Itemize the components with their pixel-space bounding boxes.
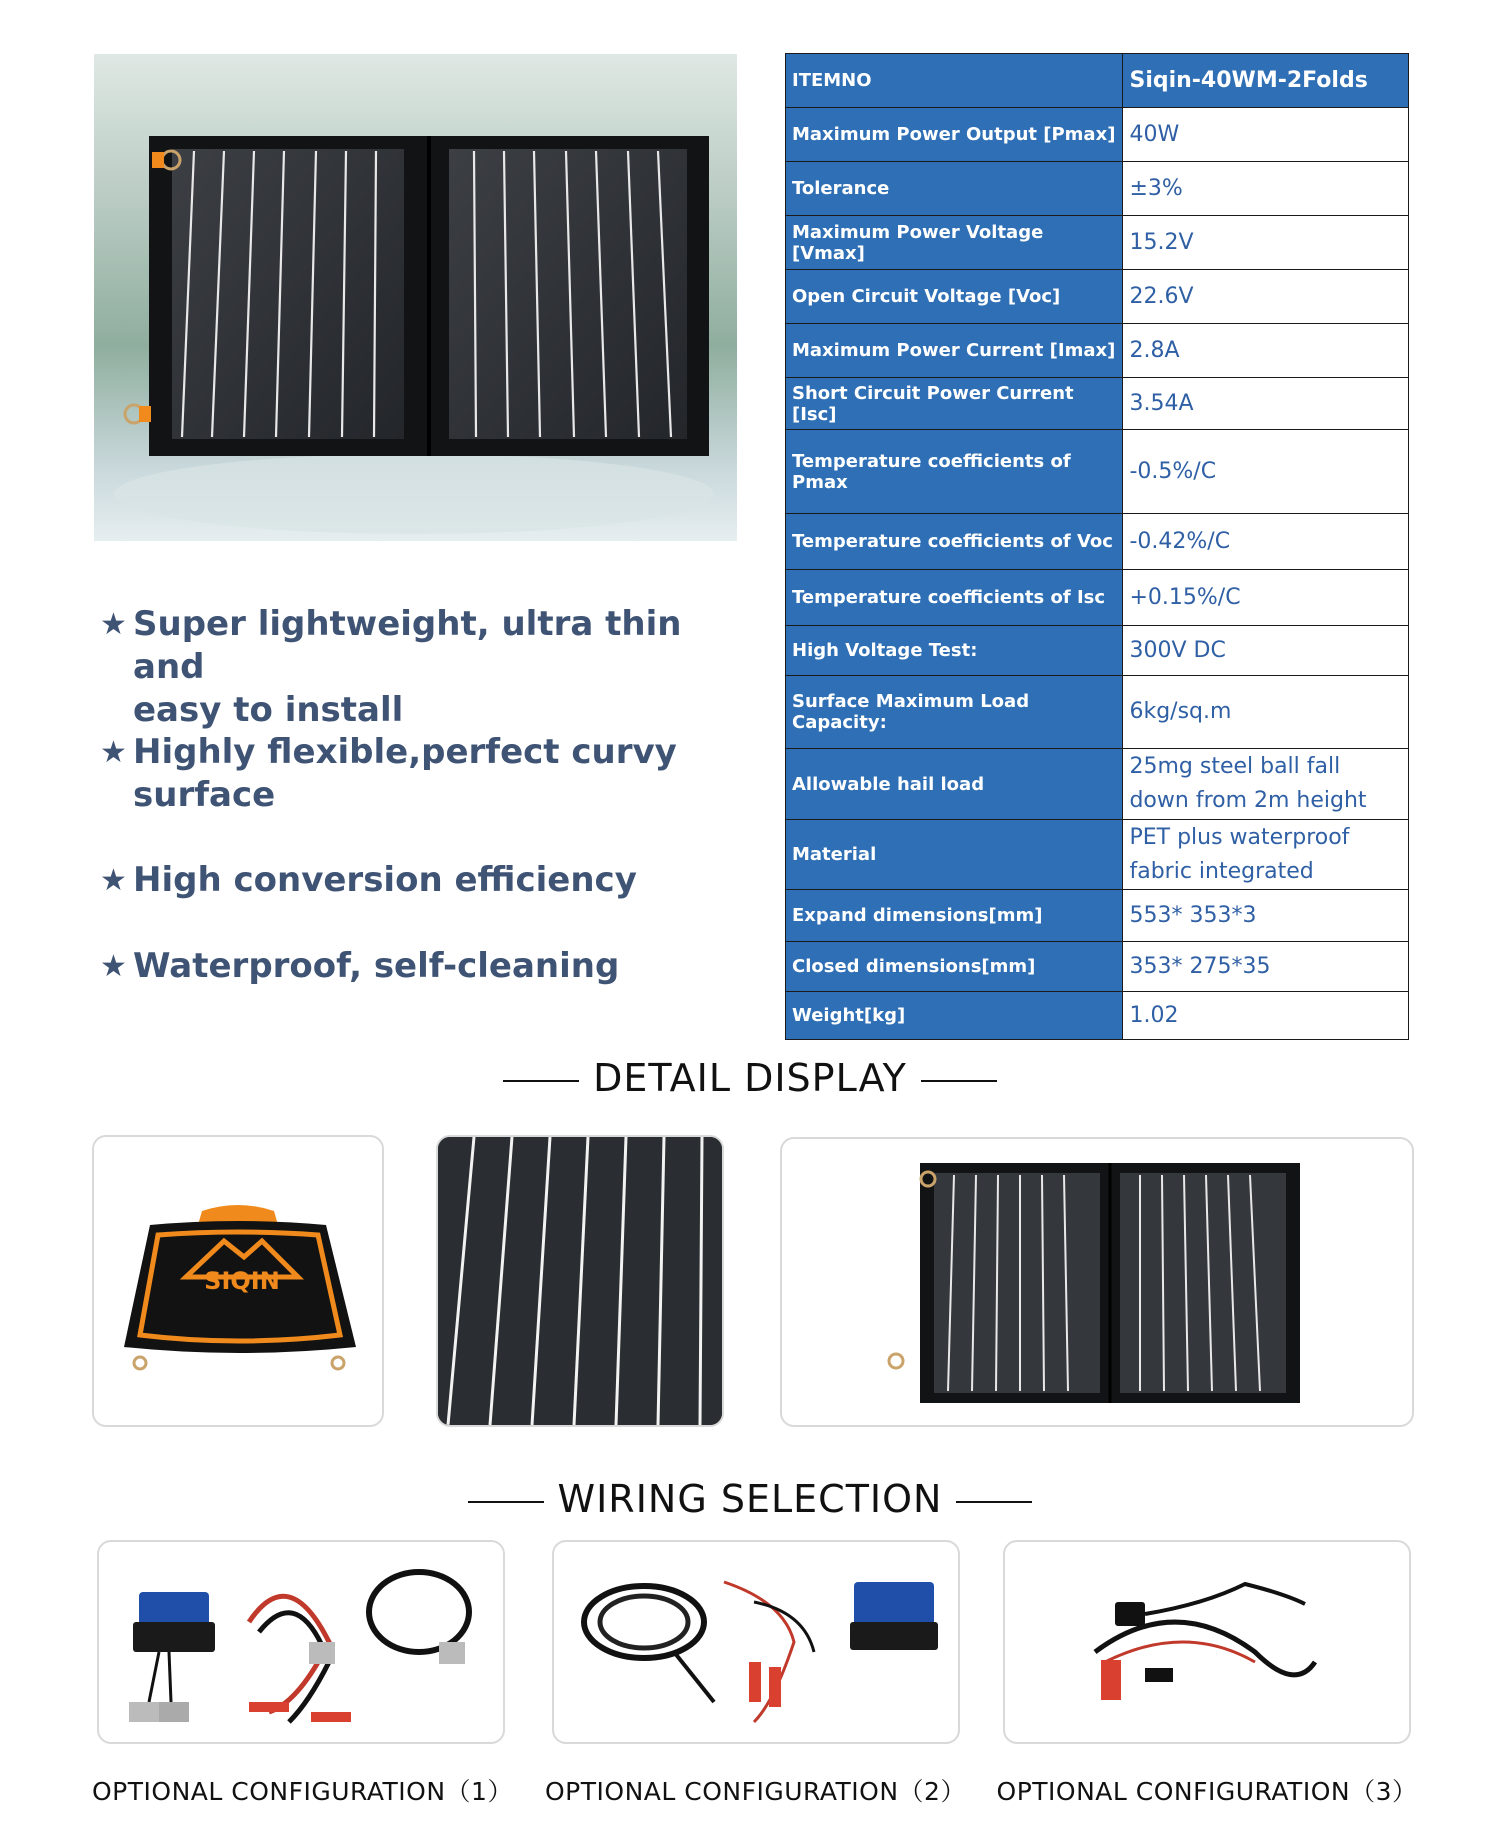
divider xyxy=(503,1080,579,1082)
spec-row: Weight[kg] 1.02 xyxy=(786,992,1409,1040)
feature-waterproof: ★ Waterproof, self-cleaning xyxy=(100,946,620,986)
optional-configuration-3-label: OPTIONAL CONFIGURATION（3） xyxy=(996,1777,1418,1806)
solar-cell-closeup-image xyxy=(438,1137,722,1425)
spec-row: Temperature coefficients of Pmax -0.5%/C xyxy=(786,430,1409,514)
spec-row: Surface Maximum Load Capacity: 6kg/sq.m xyxy=(786,676,1409,749)
detail-card-bag xyxy=(92,1135,384,1427)
optional-configuration-1-label: OPTIONAL CONFIGURATION（1） xyxy=(92,1777,513,1806)
spec-row: Temperature coefficients of Isc +0.15%/C xyxy=(786,570,1409,626)
spec-table xyxy=(785,53,1409,1040)
wiring-kit-1-image xyxy=(99,1542,503,1742)
spec-row: Closed dimensions[mm] 353* 275*35 xyxy=(786,942,1409,992)
folding-solar-panel-image xyxy=(94,54,737,541)
divider xyxy=(956,1501,1032,1503)
feature-flexible: ★ Highly flexible,perfect curvy surface xyxy=(100,732,677,815)
wiring-card-1 xyxy=(97,1540,505,1744)
spec-row: Maximum Power Voltage [Vmax] 15.2V xyxy=(786,216,1409,270)
star-icon: ★ xyxy=(100,607,127,642)
feature-efficiency: ★ High conversion efficiency xyxy=(100,860,637,900)
spec-key: ITEMNO xyxy=(786,54,1123,108)
star-icon: ★ xyxy=(100,949,127,984)
spec-row: Short Circuit Power Current [Isc] 3.54A xyxy=(786,378,1409,430)
bag-logo: SIQIN xyxy=(204,1267,280,1295)
spec-row: Material PET plus waterproof fabric integrated xyxy=(786,820,1409,890)
detail-display-heading: DETAIL DISPLAY xyxy=(0,1056,1500,1100)
spec-row: Expand dimensions[mm] 553* 353*3 xyxy=(786,890,1409,942)
product-hero-image xyxy=(94,54,737,541)
unfolded-panel-image xyxy=(782,1139,1412,1425)
wiring-selection-heading: WIRING SELECTION xyxy=(0,1477,1500,1521)
spec-row: Open Circuit Voltage [Voc] 22.6V xyxy=(786,270,1409,324)
spec-header-row xyxy=(786,54,1409,108)
star-icon: ★ xyxy=(100,863,127,898)
wiring-card-2 xyxy=(552,1540,960,1744)
wiring-card-3 xyxy=(1003,1540,1411,1744)
optional-configuration-2-label: OPTIONAL CONFIGURATION（2） xyxy=(545,1777,966,1806)
divider xyxy=(921,1080,997,1082)
spec-row: Allowable hail load 25mg steel ball fall down from 2m height xyxy=(786,749,1409,820)
detail-card-cells xyxy=(436,1135,724,1427)
spec-row: Temperature coefficients of Voc -0.42%/C xyxy=(786,514,1409,570)
carry-bag-image xyxy=(94,1137,382,1425)
star-icon: ★ xyxy=(100,735,127,770)
feature-lightweight: ★ Super lightweight, ultra thin and easy to install xyxy=(100,604,682,730)
spec-row: Maximum Power Current [Imax] 2.8A xyxy=(786,324,1409,378)
wiring-kit-2-image xyxy=(554,1542,958,1742)
divider xyxy=(468,1501,544,1503)
spec-row: High Voltage Test: 300V DC xyxy=(786,626,1409,676)
spec-value: Siqin-40WM-2Folds xyxy=(1123,54,1409,108)
spec-row: Maximum Power Output [Pmax] 40W xyxy=(786,108,1409,162)
wiring-kit-3-image xyxy=(1005,1542,1409,1742)
spec-row: Tolerance ±3% xyxy=(786,162,1409,216)
detail-card-unfolded xyxy=(780,1137,1414,1427)
